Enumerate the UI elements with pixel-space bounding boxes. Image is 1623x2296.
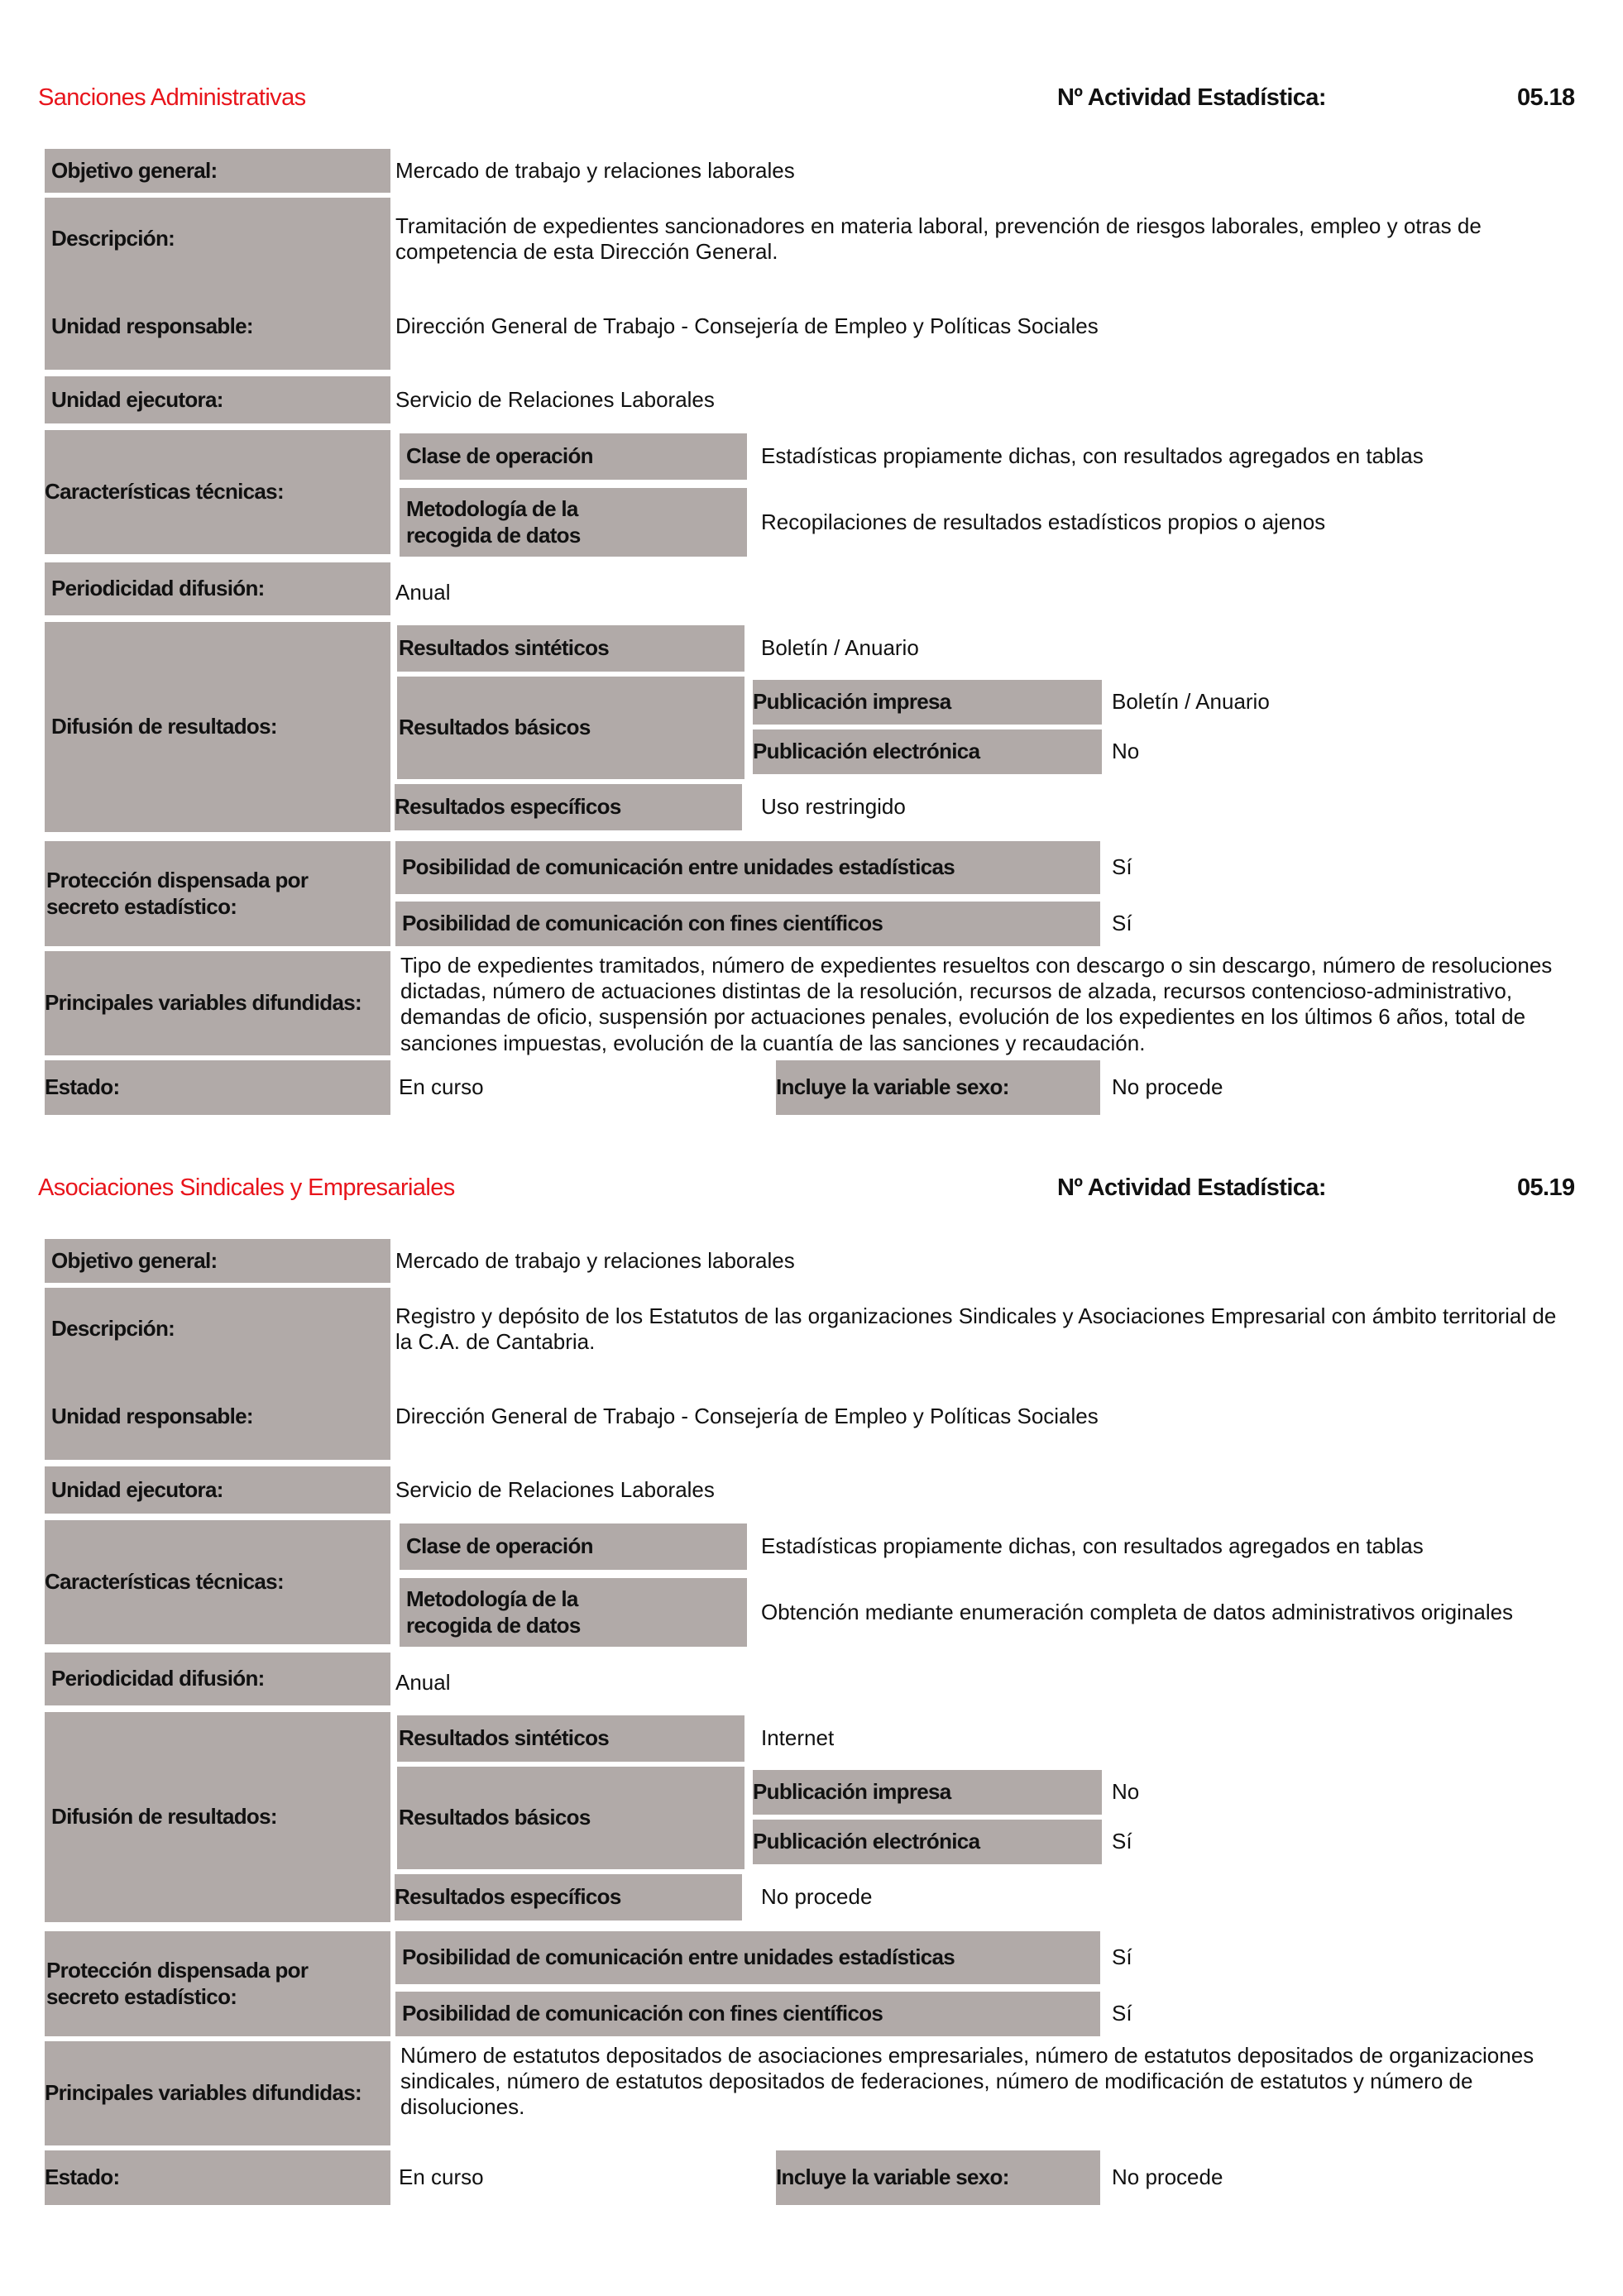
periodicidad-value: Anual	[395, 1670, 451, 1696]
estado-value: En curso	[399, 1074, 484, 1100]
metodologia-value: Obtención mediante enumeración completa de datos administrativos originales	[761, 1599, 1514, 1624]
publicacion-electronica-value: Sí	[1112, 1829, 1132, 1854]
caracteristicas-label: Características técnicas:	[45, 1520, 390, 1644]
principales-variables-label: Principales variables difundidas:	[45, 951, 390, 1055]
clase-operacion-label: Clase de operación	[400, 1523, 747, 1570]
unidad-responsable-label: Unidad responsable:	[51, 313, 253, 339]
estado-value: En curso	[399, 2164, 484, 2190]
descripcion-value: Tramitación de expedientes sancionadores en materia laboral, prevención de riesgos laborales, empleo y otras de competencia de esta Dirección General.	[395, 213, 1482, 264]
activity-title: Asociaciones Sindicales y Empresariales	[38, 1174, 455, 1201]
resultados-especificos-label: Resultados específicos	[395, 1874, 742, 1921]
clase-operacion-value: Estadísticas propiamente dichas, con resultados agregados en tablas	[761, 443, 1424, 469]
publicacion-electronica-value: No	[1112, 739, 1140, 764]
publicacion-impresa-label: Publicación impresa	[753, 1770, 1102, 1815]
posibilidad-cientificos-value: Sí	[1112, 2001, 1132, 2026]
periodicidad-label: Periodicidad difusión:	[45, 1653, 390, 1705]
metodologia-label: Metodología de la recogida de datos	[400, 488, 747, 557]
resultados-sinteticos-value: Internet	[761, 1725, 835, 1751]
publicacion-impresa-value: Boletín / Anuario	[1112, 689, 1270, 715]
posibilidad-cientificos-label: Posibilidad de comunicación con fines científicos	[395, 902, 1100, 946]
descripcion-label: Descripción:	[51, 226, 175, 251]
principales-variables-value: Tipo de expedientes tramitados, número de expedientes resueltos con descargo o sin descargo, número de resoluciones dictadas, número de actuaciones distintas de la resolución, recursos de alzada, recursos contencioso-administrativo, demandas de oficio, suspensión por actuaciones penales, evolución de los expedientes en los últimos 6 años, total de sanciones impuestas, evolución de la cuantía de las sanciones y recaudación.	[400, 953, 1553, 1055]
descripcion-label: Descripción:	[51, 1316, 175, 1342]
estado-label: Estado:	[45, 1060, 390, 1115]
activity-number: 05.18	[1517, 84, 1575, 111]
variable-sexo-label: Incluye la variable sexo:	[776, 2150, 1100, 2205]
unidad-ejecutora-label: Unidad ejecutora:	[45, 1466, 390, 1514]
activity-title: Sanciones Administrativas	[38, 84, 306, 111]
resultados-basicos-label: Resultados básicos	[397, 677, 744, 779]
principales-variables-label: Principales variables difundidas:	[45, 2041, 390, 2145]
posibilidad-unidades-label: Posibilidad de comunicación entre unidades estadísticas	[395, 1931, 1100, 1984]
variable-sexo-label: Incluye la variable sexo:	[776, 1060, 1100, 1115]
resultados-sinteticos-label: Resultados sintéticos	[397, 1715, 744, 1762]
periodicidad-label: Periodicidad difusión:	[45, 562, 390, 615]
proteccion-label: Protección dispensada por secreto estadístico:	[45, 841, 390, 946]
resultados-sinteticos-value: Boletín / Anuario	[761, 635, 919, 661]
activity-card	[0, 0, 1623, 1100]
metodologia-value: Recopilaciones de resultados estadísticos propios o ajenos	[761, 509, 1326, 534]
activity-number-label: Nº Actividad Estadística:	[1057, 1174, 1326, 1201]
unidad-responsable-label: Unidad responsable:	[51, 1404, 253, 1429]
periodicidad-value: Anual	[395, 580, 451, 605]
publicacion-electronica-label: Publicación electrónica	[753, 1820, 1102, 1864]
clase-operacion-value: Estadísticas propiamente dichas, con resultados agregados en tablas	[761, 1533, 1424, 1559]
objetivo-label: Objetivo general:	[45, 1239, 390, 1283]
objetivo-value: Mercado de trabajo y relaciones laborales	[395, 157, 795, 183]
variable-sexo-value: No procede	[1112, 2164, 1223, 2190]
publicacion-impresa-value: No	[1112, 1779, 1140, 1805]
metodologia-label: Metodología de la recogida de datos	[400, 1578, 747, 1647]
publicacion-impresa-label: Publicación impresa	[753, 680, 1102, 725]
unidad-responsable-value: Dirección General de Trabajo - Consejería de Empleo y Políticas Sociales	[395, 1404, 1099, 1429]
activity-number: 05.19	[1517, 1174, 1575, 1201]
posibilidad-cientificos-label: Posibilidad de comunicación con fines científicos	[395, 1992, 1100, 2036]
posibilidad-unidades-value: Sí	[1112, 854, 1132, 880]
proteccion-label: Protección dispensada por secreto estadístico:	[45, 1931, 390, 2036]
principales-variables-value: Número de estatutos depositados de asociaciones empresariales, número de estatutos depositados de organizaciones sindicales, número de estatutos depositados de federaciones, número de modificación de estatutos y número de disoluciones.	[400, 2043, 1534, 2120]
posibilidad-unidades-value: Sí	[1112, 1944, 1132, 1970]
resultados-especificos-value: Uso restringido	[761, 794, 906, 820]
resultados-especificos-label: Resultados específicos	[395, 784, 742, 830]
publicacion-electronica-label: Publicación electrónica	[753, 729, 1102, 774]
activity-number-label: Nº Actividad Estadística:	[1057, 84, 1326, 111]
resultados-sinteticos-label: Resultados sintéticos	[397, 625, 744, 672]
objetivo-value: Mercado de trabajo y relaciones laborales	[395, 1247, 795, 1273]
descripcion-value: Registro y depósito de los Estatutos de las organizaciones Sindicales y Asociaciones Empresarial con ámbito territorial de la C.A. de Cantabria.	[395, 1303, 1557, 1354]
unidad-responsable-value: Dirección General de Trabajo - Consejería de Empleo y Políticas Sociales	[395, 313, 1099, 339]
posibilidad-cientificos-value: Sí	[1112, 911, 1132, 936]
resultados-especificos-value: No procede	[761, 1884, 873, 1910]
variable-sexo-value: No procede	[1112, 1074, 1223, 1100]
posibilidad-unidades-label: Posibilidad de comunicación entre unidades estadísticas	[395, 841, 1100, 894]
activity-card	[0, 1090, 1623, 2190]
difusion-label: Difusión de resultados:	[45, 622, 390, 832]
caracteristicas-label: Características técnicas:	[45, 430, 390, 554]
difusion-label: Difusión de resultados:	[45, 1712, 390, 1922]
resultados-basicos-label: Resultados básicos	[397, 1767, 744, 1869]
objetivo-label: Objetivo general:	[45, 149, 390, 193]
unidad-ejecutora-value: Servicio de Relaciones Laborales	[395, 1476, 715, 1502]
unidad-ejecutora-label: Unidad ejecutora:	[45, 376, 390, 423]
estado-label: Estado:	[45, 2150, 390, 2205]
clase-operacion-label: Clase de operación	[400, 433, 747, 480]
unidad-ejecutora-value: Servicio de Relaciones Laborales	[395, 386, 715, 412]
